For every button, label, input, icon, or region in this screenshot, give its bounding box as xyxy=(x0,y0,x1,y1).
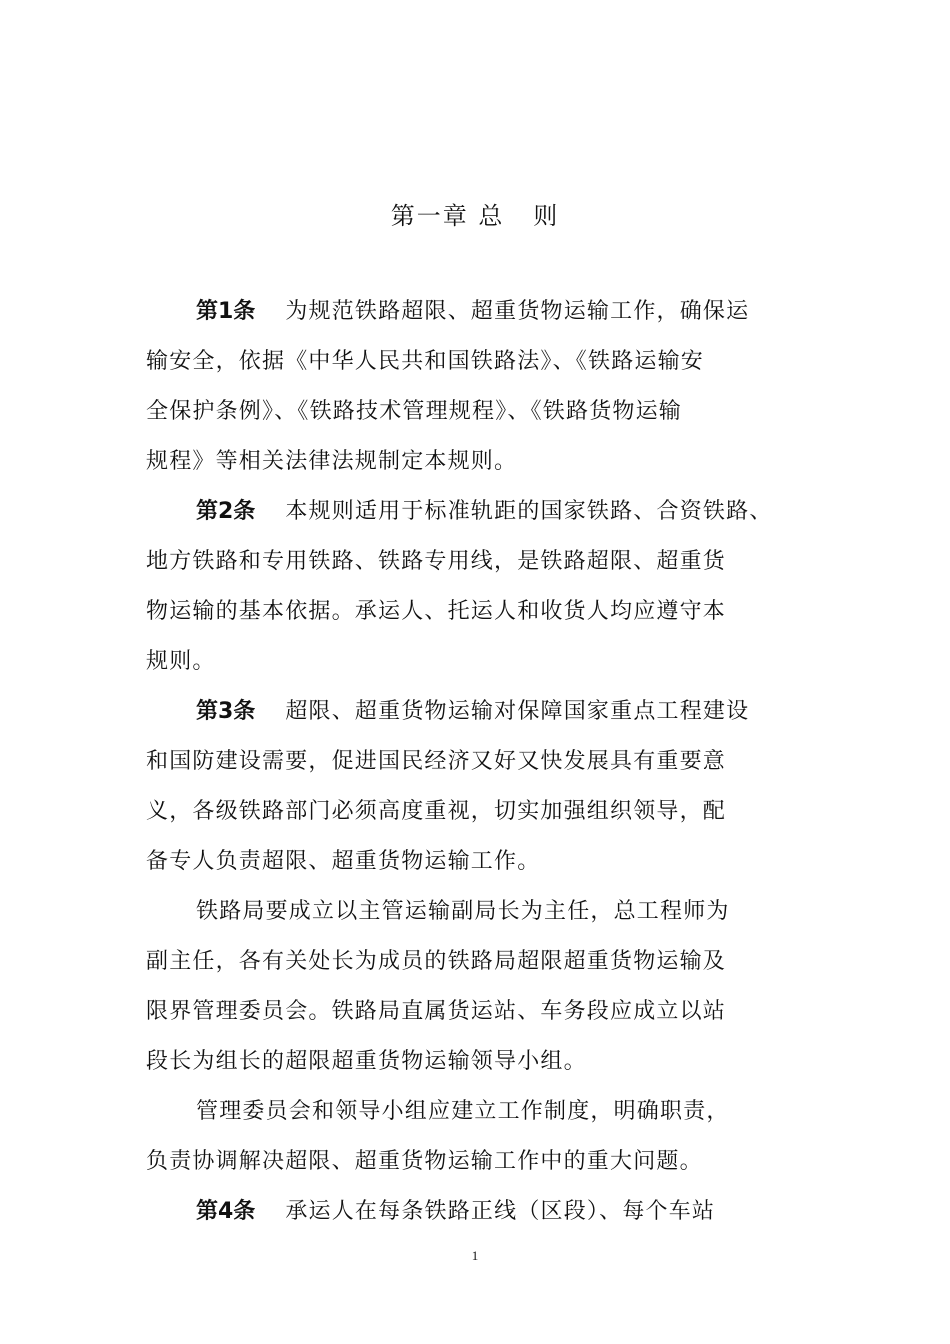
article-4-number: 第4条 xyxy=(196,1199,256,1224)
article-3-line-3: 义，各级铁路部门必须高度重视，切实加强组织领导，配 xyxy=(146,799,727,824)
article-1-line-1 xyxy=(196,296,749,328)
article-3-text-1: 超限、超重货物运输对保障国家重点工程建设 xyxy=(285,699,750,724)
article-1-text-1: 为规范铁路超限、超重货物运输工作，确保运 xyxy=(285,299,750,324)
article-4-text-1: 承运人在每条铁路正线（区段）、每个车站 xyxy=(285,1199,716,1224)
article-1-line-2: 输安全，依据《中华人民共和国铁路法》、《铁路运输安 xyxy=(146,349,705,374)
article-1-line-4: 规程》等相关法律法规制定本规则。 xyxy=(146,449,518,474)
committee-paragraph-line-1: 铁路局要成立以主管运输副局长为主任，总工程师为 xyxy=(196,899,730,924)
article-2-line-2: 地方铁路和专用铁路、铁路专用线，是铁路超限、超重货 xyxy=(146,549,727,574)
article-1-number: 第1条 xyxy=(196,299,256,324)
article-3-line-1 xyxy=(196,696,749,728)
committee-paragraph-line-3: 限界管理委员会。铁路局直属货运站、车务段应成立以站 xyxy=(146,999,727,1024)
duties-paragraph-line-1: 管理委员会和领导小组应建立工作制度，明确职责， xyxy=(196,1099,730,1124)
committee-paragraph-line-4: 段长为组长的超限超重货物运输领导小组。 xyxy=(146,1049,587,1074)
article-2-text-1: 本规则适用于标准轨距的国家铁路、合资铁路、 xyxy=(285,499,773,524)
article-3-line-4: 备专人负责超限、超重货物运输工作。 xyxy=(146,849,541,874)
article-2-line-4: 规则。 xyxy=(146,649,216,674)
article-2-line-1 xyxy=(196,496,773,528)
page-number: 1 xyxy=(471,1248,479,1263)
article-3-line-2: 和国防建设需要，促进国民经济又好又快发展具有重要意 xyxy=(146,749,727,774)
article-4-line-1 xyxy=(196,1196,715,1228)
article-2-line-3: 物运输的基本依据。承运人、托运人和收货人均应遵守本 xyxy=(146,599,727,624)
chapter-title: 第一章 总 则 xyxy=(390,202,560,230)
duties-paragraph-line-2: 负责协调解决超限、超重货物运输工作中的重大问题。 xyxy=(146,1149,703,1174)
article-1-line-3: 全保护条例》、《铁路技术管理规程》、《铁路货物运输 xyxy=(146,399,683,424)
committee-paragraph-line-2: 副主任，各有关处长为成员的铁路局超限超重货物运输及 xyxy=(146,949,727,974)
article-2-number: 第2条 xyxy=(196,499,256,524)
article-3-number: 第3条 xyxy=(196,699,256,724)
